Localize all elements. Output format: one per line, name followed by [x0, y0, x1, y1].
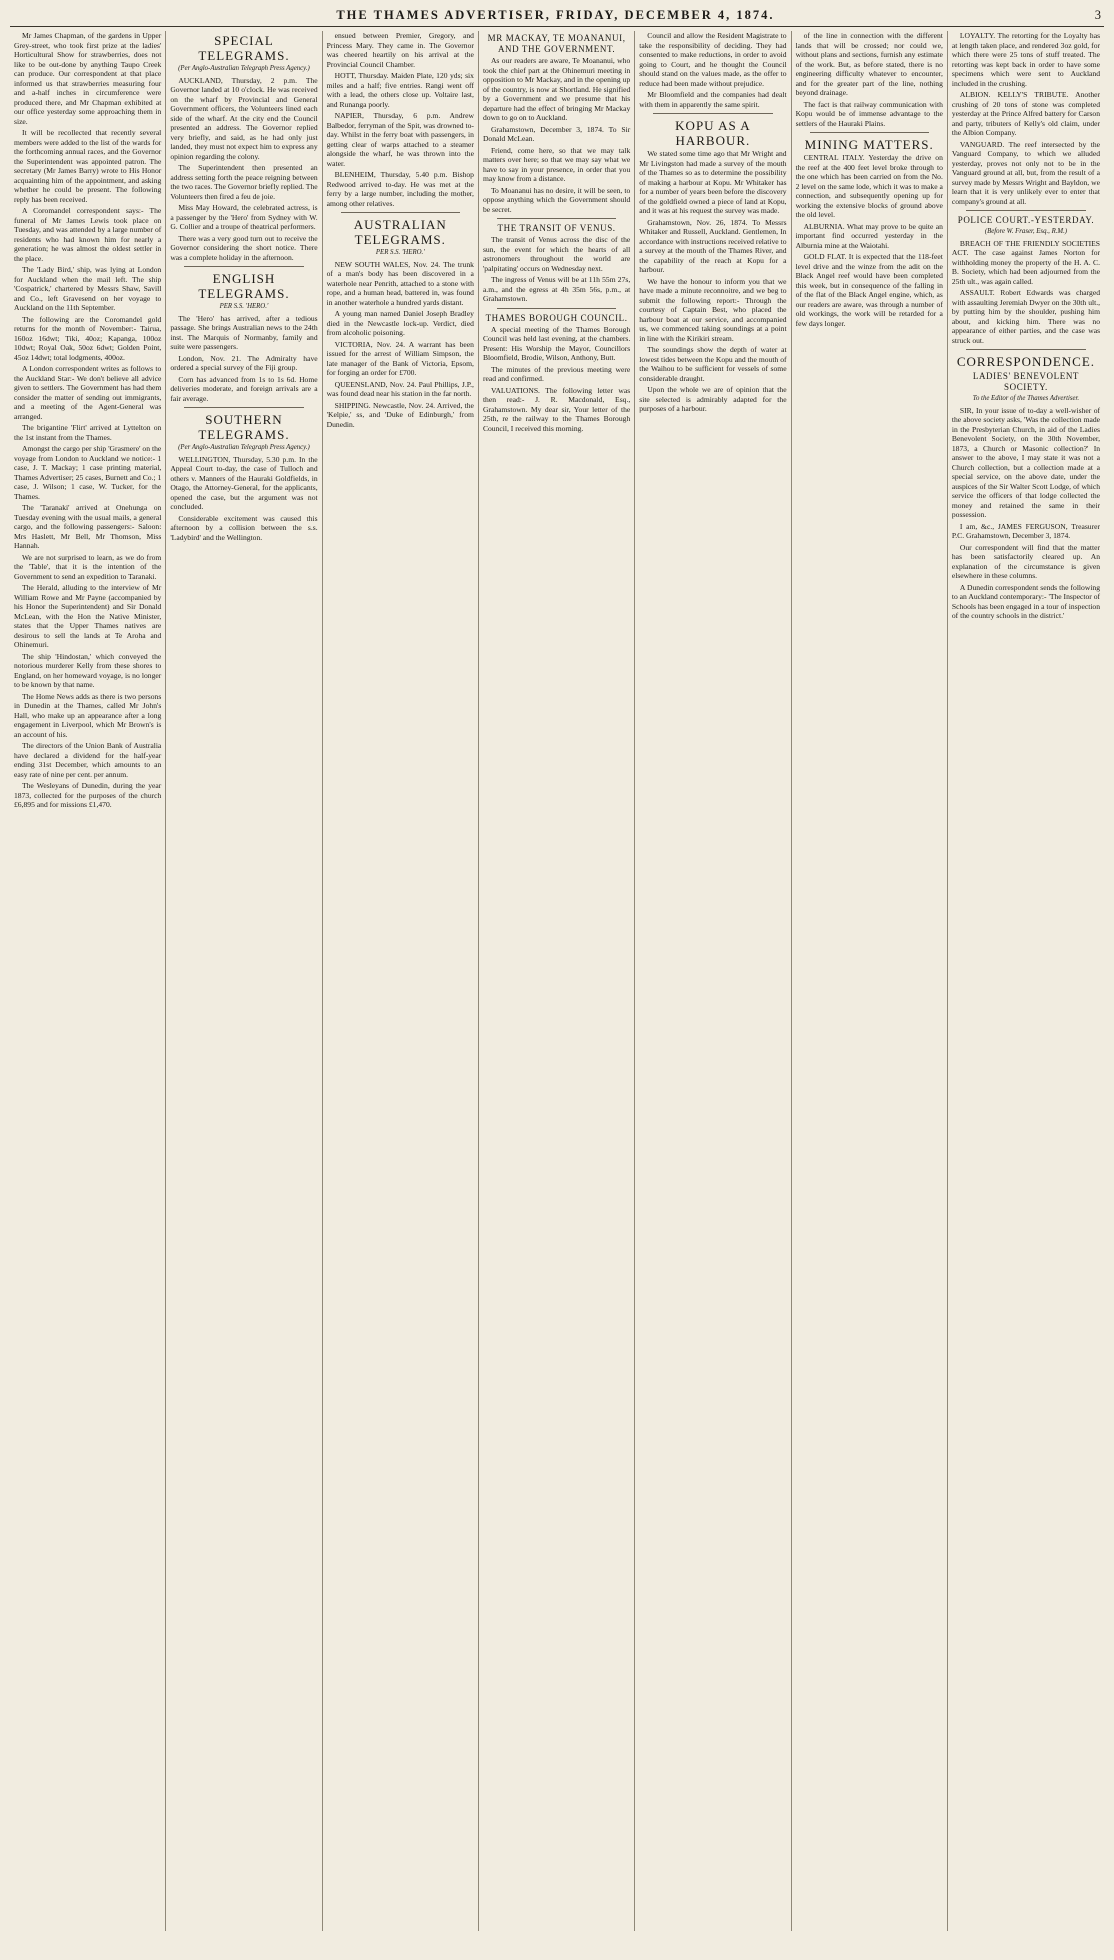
section-heading: ENGLISH TELEGRAMS. — [198, 271, 290, 301]
article-paragraph: ALBURNIA. What may prove to be quite an important find occurred yesterday in the Alburnia mine at the Waiotahi. — [795, 221, 943, 250]
article-paragraph: QUEENSLAND, Nov. 24. Paul Phillips, J.P., was found dead near his station in the far north. — [326, 379, 474, 398]
article-paragraph: VALUATIONS. The following letter was then read:- J. R. Macdonald, Esq., Grahamstown. My dear sir, Your letter of the 25th, re the railway to the Thames Borough Council, I received this morning. — [482, 385, 631, 433]
article-paragraph: A young man named Daniel Joseph Bradley died in the Newcastle lock-up. Verdict, died from alcoholic poisoning. — [326, 309, 474, 337]
article-paragraph: The soundings show the depth of water at lowest tides between the Kopu and the mouth of the Waihou to be sufficient for vessels of some considerable draught. — [639, 345, 787, 383]
article-paragraph: A Dunedin correspondent sends the following to an Auckland contemporary:- 'The Inspector of Schools has been engaged in a tour of inspection of the country schools in the district.' — [951, 582, 1101, 620]
article-paragraph: The 'Taranaki' arrived at Onehunga on Tuesday evening with the usual mails, a general cargo, and the following passengers:- Saloon: Mrs Haslett, Mr Bell, Mr Thomson, Miss Hannah. — [14, 503, 162, 550]
article-paragraph: We stated some time ago that Mr Wright and Mr Livingston had made a survey of the mouth of the Thames so as to determine the possibility of making a harbour at Kopu. Mr Whitaker has for a number of years been before the discovery of the goldfield owned a piece of land at Kopu, and it was at his request the survey was made. — [639, 149, 787, 215]
article-paragraph: BLENHEIM, Thursday, 5.40 p.m. Bishop Redwood arrived to-day. He was met at the ferry by a large number, including the mother, among other relatives. — [326, 170, 474, 208]
article-paragraph: ASSAULT. Robert Edwards was charged with assaulting Jeremiah Dwyer on the 30th ult., by putting him by the shoulder, pushing him about, and kicking him. There was no appearance of either parties, and the case was struck out. — [951, 288, 1101, 345]
section-subheading: PER S.S. 'HERO.' — [375, 249, 425, 256]
article-paragraph: The transit of Venus across the disc of the sun, the event for which the hearts of all astronomers throughout the world are 'palpitating' occurs on Wednesday next. — [482, 235, 631, 273]
section-heading: CORRESPONDENCE. — [956, 354, 1096, 369]
article-paragraph: Upon the whole we are of opinion that the site selected is admirably adapted for the purposes of a harbour. — [639, 385, 787, 413]
article-paragraph: The Home News adds as there is two persons in Dunedin at the Thames, called Mr John's Hall, who make up an appearance after a long engagement in Liverpool, which Mr Brown's is an account of his. — [14, 691, 162, 739]
column-4 — [479, 31, 635, 1931]
article-paragraph: A London correspondent writes as follows to the Auckland Star:- We don't believe all advice given to settlers. The Government has had them consider the matter of sending out immigrants, and a meeting of the Agent-General was arranged. — [14, 364, 162, 421]
article-paragraph: The Herald, alluding to the interview of Mr William Rowe and Mr Payne (accompanied by his Honor the Superintendent) and Sir Donald McLean, with the Hon the Native Minister, states that the Upper Thames natives are desirous to sell the lands at Te Aroha and Ohinemuri. — [14, 583, 162, 649]
column-2 — [166, 31, 322, 1931]
article-paragraph: Grahamstown, Nov. 26, 1874. To Messrs Whitaker and Russell, Auckland. Gentlemen, In accordance with instructions received relative to a survey at the mouth of the Thames River, and the capability of the reach at Kopu for a harbour. — [639, 217, 787, 274]
masthead-spacer — [12, 8, 16, 23]
article-paragraph: Grahamstown, December 3, 1874. To Sir Donald McLean. — [482, 124, 631, 143]
article-paragraph: of the line in connection with the different lands that will be crossed; nor could we, without plans and sections, furnish any estimate of the work. But, as before stated, there is no engineering difficulty whatever to encounter, and for the greater part of the line, nothing beyond drainage. — [795, 31, 943, 97]
section-subheading: (Per Anglo-Australian Telegraph Press Agency.) — [178, 65, 310, 72]
divider — [497, 218, 616, 219]
article-paragraph: WELLINGTON, Thursday, 5.30 p.m. In the Appeal Court to-day, the case of Tulloch and others v. Manners of the Hauraki Goldfields, in Otago, the Attorney-General, for the applicants, opened the case, but the argument was not concluded. — [170, 454, 318, 511]
article-paragraph: A Coromandel correspondent says:- The funeral of Mr James Lewis took place on Tuesday, and was attended by a large number of residents who had known him for nearly a generation; he was almost the oldest settler in the place. — [14, 206, 162, 263]
article-paragraph: The following are the Coromandel gold returns for the month of November:- Tairua, 160oz 16dwt; Tiki, 40oz; Kapanga, 100oz 10dwt; Royal Oak, 50oz 6dwt; Golden Point, 45oz 14dwt; total lodgments, 400oz. — [14, 314, 162, 362]
article-paragraph: The ship 'Hindostan,' which conveyed the notorious murderer Kelly from these shores to England, on her homeward voyage, is no longer to be known by that name. — [14, 651, 162, 689]
divider — [341, 212, 460, 213]
masthead-title: THE THAMES ADVERTISER, FRIDAY, DECEMBER 4, 1874. — [336, 8, 775, 22]
article-paragraph: The minutes of the previous meeting were read and confirmed. — [482, 364, 631, 383]
article-paragraph: A special meeting of the Thames Borough Council was held last evening, at the chambers. Present: His Worship the Mayor, Councillors Bloomfield, Brodie, Wilson, Anthony, Butt. — [482, 324, 631, 362]
article-paragraph: Corn has advanced from 1s to 1s 6d. Home deliveries moderate, and foreign arrivals are a fair average. — [170, 374, 318, 403]
article-paragraph: The directors of the Union Bank of Australia have declared a dividend for the half-year ending 31st December, which amounts to an easy rate of nine per cent. per annum. — [14, 741, 162, 779]
article-paragraph: NAPIER, Thursday, 6 p.m. Andrew Balbedor, ferryman of the Spit, was drowned to-day. Whilst in the ferry boat with passengers, in getting clear of warps attached to a steamer alongside the wharf, he was thrown into the water. — [326, 111, 474, 168]
section-heading: POLICE COURT.-YESTERDAY. — [957, 215, 1095, 225]
article-paragraph: Mr James Chapman, of the gardens in Upper Grey-street, who took first prize at the ladies' Horticultural Show for strawberries, does not like to be out-done by anything Taupo Creek can produce. Our correspondent at that place informed us that strawberries measuring four and a-half inches in circumference were produced there, and Mr Chapman exhibited at our office yesterday some approaching them in size. — [14, 31, 162, 126]
article-paragraph: We have the honour to inform you that we have made a minute reconnoitre, and we beg to submit the following report:- Through the courtesy of Captain Best, who placed the harbour boat at our service, and accompanied us, we commenced taking soundings at a point in line with the Kirikiri stream. — [639, 276, 787, 343]
section-subheading: (Per Anglo-Australian Telegraph Press Agency.) — [178, 444, 310, 451]
column-7 — [948, 31, 1104, 1931]
divider — [184, 407, 303, 408]
columns — [10, 31, 1104, 1931]
article-paragraph: SHIPPING. Newcastle, Nov. 24. Arrived, the 'Kelpie,' ss, and 'Duke of Edinburgh,' from Dunedin. — [326, 400, 474, 429]
article-paragraph: The Wesleyans of Dunedin, during the year 1873, collected for the purposes of the church £6,895 and for missions £1,470. — [14, 781, 162, 809]
article-paragraph: BREACH OF THE FRIENDLY SOCIETIES ACT. The case against James Norton for withholding money the property of the H. A. C. B. Society, which had been adjourned from the 25th ult., was again called. — [951, 238, 1101, 286]
section-heading: SOUTHERN TELEGRAMS. — [198, 412, 290, 442]
section-subheading: (Before W. Fraser, Esq., R.M.) — [984, 228, 1068, 235]
article-paragraph: Council and allow the Resident Magistrate to take the responsibility of deciding. They had consented to make reductions, in order to avoid going to Court, and he thought the Council should stand on the values made, as the offer to reduce had been made without prejudice. — [639, 31, 787, 88]
article-paragraph: There was a very good turn out to receive the Governor considering the short notice. There was a complete holiday in the afternoon. — [170, 233, 318, 262]
article-paragraph: The ingress of Venus will be at 11h 55m 27s, a.m., and the egress at 4h 35m 56s, p.m., at Grahamstown. — [482, 275, 631, 303]
article-paragraph: Friend, come here, so that we may talk matters over here; so that we may say what we have to say in your presence, in order that you may know from a distance. — [482, 145, 631, 183]
article-paragraph: VICTORIA, Nov. 24. A warrant has been issued for the arrest of William Simpson, the late manager of the Bank of Victoria, Epsom, for forging an order for £700. — [326, 339, 474, 377]
section-subheading: PER S.S. 'HERO.' — [219, 303, 269, 310]
article-paragraph: HOTT, Thursday. Maiden Plate, 120 yds; six miles and a half; five entries. Rangi went off with a lead, the others close up. Voltaire last, and Runanga poorly. — [326, 71, 474, 109]
article-paragraph: As our readers are aware, Te Moananui, who took the chief part at the Ohinemuri meeting in opposition to Mr Mackay, and in the opening up of the country, is now at Shortland. He signified by a Government and we presume that his departure had the effect of bringing Mr Mackay down to go on to Auckland. — [482, 56, 631, 122]
section-heading: KOPU AS A HARBOUR. — [675, 118, 751, 148]
article-paragraph: To Moananui has no desire, it will be seen, to oppose anything which the Government should be secret. — [482, 185, 631, 214]
section-heading: THAMES BOROUGH COUNCIL. — [485, 312, 628, 323]
article-paragraph: ensued between Premier, Gregory, and Princess Mary. They came in. The Governor was cheered heartily on his arrival at the Provincial Council Chamber. — [326, 31, 474, 69]
divider — [966, 349, 1086, 350]
section-heading: THE TRANSIT OF VENUS. — [497, 223, 616, 233]
article-paragraph: GOLD FLAT. It is expected that the 118-feet level drive and the winze from the adit on the Black Angel reef would have been completed this week, but in consequence of the falling in of the flat of the Black Angel engine, which, as our readers are aware, was through a number of old workings, the work will be retarded for a few days longer. — [795, 252, 943, 328]
masthead — [10, 6, 1104, 27]
article-paragraph: The fact is that railway communication with Kopu would be of immense advantage to the settlers of the Hauraki Plains. — [795, 99, 943, 128]
section-heading: LADIES' BENEVOLENT SOCIETY. — [972, 371, 1080, 392]
article-paragraph: Miss May Howard, the celebrated actress, is a passenger by the 'Hero' from Sydney with W. G. Collier and a troupe of theatrical performers. — [170, 203, 318, 231]
section-heading: MINING MATTERS. — [804, 137, 934, 152]
section-heading: AUSTRALIAN TELEGRAMS. — [353, 217, 447, 247]
divider — [966, 210, 1086, 211]
divider — [184, 266, 303, 267]
divider — [497, 308, 616, 309]
article-paragraph: SIR, In your issue of to-day a well-wisher of the above society asks, 'Was the collection made in the Presbyterian Church, in aid of the Ladies Benevolent Society, on the 30th November, 1873, a Church or Masonic collection?' In answer to the above, I may state it was not a Church collection, but a collection made at a special service, on the above date, under the auspices of the Sir Walter Scott Lodge, of which service the officers of that lodge collected the money and retained the same in their possession. — [951, 405, 1101, 519]
column-1 — [10, 31, 166, 1931]
article-paragraph: London, Nov. 21. The Admiralty have ordered a special survey of the Fiji group. — [170, 353, 318, 372]
article-paragraph: Mr Bloomfield and the companies had dealt with them in apparently the same spirit. — [639, 90, 787, 109]
column-6 — [792, 31, 948, 1931]
article-paragraph: Considerable excitement was caused this afternoon by a collision between the s.s. 'Ladybird' and the Wellington. — [170, 513, 318, 542]
divider — [653, 113, 772, 114]
article-paragraph: VANGUARD. The reef intersected by the Vanguard Company, to which we alluded yesterday, proves not only not to be in the Vanguard ground at all, but, from the result of a survey made by Messrs Wright and Bayldon, we learn that it is very unlikely ever to enter that company's ground at all. — [951, 139, 1101, 206]
article-paragraph: It will be recollected that recently several members were added to the list of the wards for the forthcoming annual races, and the Governor the Superintendent was appointed patron. The secretary (Mr James Barry) wrote to His Honor acquainting him of the appointment, and asking whether he could be present. The following reply has been received. — [14, 128, 162, 204]
section-heading: MR MACKAY, TE MOANANUI, AND THE GOVERNMENT. — [487, 33, 626, 54]
column-5 — [635, 31, 791, 1931]
article-paragraph: We are not surprised to learn, as we do from the 'Table', that it is the intention of the Government to send an expedition to Taranaki. — [14, 552, 162, 581]
article-paragraph: The Superintendent then presented an address setting forth the peace reigning between the two races. The Governor briefly replied. The Volunteers then fired a feu de joie. — [170, 163, 318, 201]
article-paragraph: The brigantine 'Flirt' arrived at Lyttelton on the 1st instant from the Thames. — [14, 423, 162, 442]
article-paragraph: NEW SOUTH WALES, Nov. 24. The trunk of a man's body has been discovered in a waterhole near Penrith, attached to a stone with rope, and a human head, battered in, was found in another waterhole a hundred yards distant. — [326, 259, 474, 307]
article-paragraph: AUCKLAND, Thursday, 2 p.m. The Governor landed at 10 o'clock. He was received on the wharf by Provincial and General Government officers, the Volunteers lined each side of the wharf. At the city end the Council presented an address. The Governor replied very briefly, and said, as he had only just landed, they must not expect him to express any opinion regarding the colony. — [170, 75, 318, 161]
article-paragraph: Our correspondent will find that the matter has been satisfactorily cleared up. An explanation of the circumstance is given elsewhere in these columns. — [951, 542, 1101, 580]
article-paragraph: The 'Lady Bird,' ship, was lying at London for Auckland when the mail left. The ship 'Cospatrick,' chartered by Messrs Shaw, Savill and Co., left Gravesend on her voyage to Auckland on the 11th September. — [14, 265, 162, 312]
page-number: 3 — [1094, 8, 1102, 22]
article-paragraph: I am, &c., JAMES FERGUSON, Treasurer P.C. Grahamstown, December 3, 1874. — [951, 521, 1101, 540]
article-paragraph: LOYALTY. The retorting for the Loyalty has at length taken place, and rendered 3oz gold, for which there were 25 tons of stuff treated. The retorting was kept back in order to have some specimens which were sent to Auckland included in the crushing. — [951, 31, 1101, 88]
article-paragraph: The 'Hero' has arrived, after a tedious passage. She brings Australian news to the 24th inst. The Marquis of Normanby, family and suite were passengers. — [170, 313, 318, 351]
column-3 — [323, 31, 479, 1931]
section-subheading: To the Editor of the Thames Advertiser. — [972, 395, 1080, 402]
article-paragraph: Amongst the cargo per ship 'Grasmere' on the voyage from London to Auckland we notice:- 1 case, J. T. Mackay; 1 case printing material, Thames Advertiser; 25 cases, Burnett and Co.; 1 case, J. Wilson; 1 case, W. Tucker, for the Thames. — [14, 444, 162, 501]
article-paragraph: CENTRAL ITALY. Yesterday the drive on the reef at the 400 feet level broke through to the one which has been carried on from the No. 2 level on the same lode, which it was to make a connection, and subsequently opening up for working the extensive blocks of ground above the old level. — [795, 153, 943, 219]
divider — [810, 132, 929, 133]
article-paragraph: ALBION. KELLY'S TRIBUTE. Another crushing of 20 tons of stone was completed yesterday at the Prince Alfred battery for Carson and party, tributers of Kelly's old claim, under the Albion Company. — [951, 90, 1101, 137]
section-heading: SPECIAL TELEGRAMS. — [198, 33, 290, 63]
